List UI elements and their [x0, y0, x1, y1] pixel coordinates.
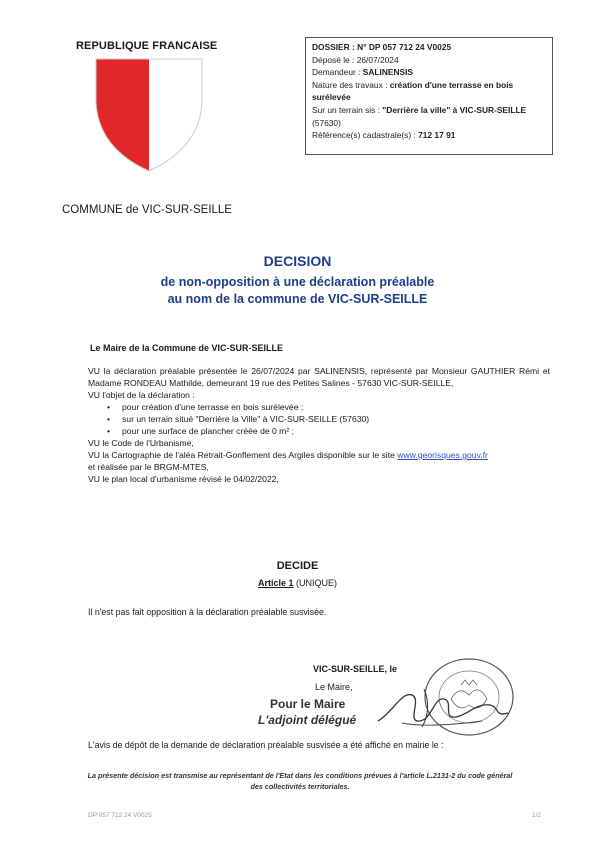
works-nature-cont: surélevée [312, 92, 351, 103]
list-item: • pour création d'une terrasse en bois surélevée ; [122, 401, 550, 413]
transmission-note: La présente décision est transmise au représentant de l'Etat dans les conditions prévues à l'article L.2131-2 du code général des collectivités territoriales. [87, 771, 513, 791]
decision-text: Il n'est pas fait opposition à la déclaration préalable susvisée. [88, 607, 327, 617]
vu-plu: VU le plan local d'urbanisme révisé le 04/02/2022, [88, 474, 279, 484]
stamp-adjoint-delegue: L'adjoint délégué [258, 713, 357, 727]
vu-cartographie-end: et réalisée par le BRGM-MTES, [88, 462, 209, 472]
dossier-number: DOSSIER : N° DP 057 712 24 V0025 [312, 42, 452, 52]
cadastral-reference: Référence(s) cadastrale(s) : 712 17 91 [312, 130, 456, 141]
decision-title: DECISION [263, 253, 332, 269]
site-location-cont: (57630) [312, 117, 341, 128]
deposit-date: Déposé le : 26/07/2024 [312, 54, 399, 65]
signature-role: Le Maire, [315, 682, 353, 692]
objet-list [88, 401, 550, 437]
stamp-pour-le-maire: Pour le Maire [270, 697, 346, 711]
maire-heading: Le Maire de la Commune de VIC-SUR-SEILLE [90, 343, 284, 353]
footer-reference: DP 057 712 24 V0025 [88, 812, 152, 819]
vu-declaration: VU la déclaration préalable présentée le 26/07/2024 par SALINENSIS, représenté par Monsieur GAUTHIER Rémi et Madame RONDEAU Mathilde, demeurant 19 rue des Petites Salines - 57630 VIC-SUR-SEILLE, [88, 366, 550, 388]
republique-francaise-heading: REPUBLIQUE FRANCAISE [76, 40, 218, 52]
dossier-info-box [305, 37, 553, 155]
commune-coat-of-arms [94, 57, 204, 178]
affichage-notice: L'avis de dépôt de la demande de déclaration préalable susvisée a été affiché en mairie le : [88, 740, 444, 750]
vu-objet: VU l'objet de la déclaration : [88, 390, 195, 400]
applicant: Demandeur : SALINENSIS [312, 67, 414, 78]
commune-name: COMMUNE de VIC-SUR-SEILLE [62, 204, 232, 216]
considerations-block [88, 365, 550, 485]
site-location: Sur un terrain sis : "Derrière la ville" à VIC-SUR-SEILLE [312, 104, 527, 115]
decide-heading: DECIDE [276, 560, 319, 572]
works-nature: Nature des travaux : création d'une terrasse en bois [312, 79, 514, 90]
vu-code-urbanisme: VU le Code de l'Urbanisme, [88, 438, 194, 448]
georisques-link[interactable]: www.georisques.gouv.fr [397, 450, 488, 460]
vu-cartographie: VU la Cartographie de l'aléa Retrait-Gonflement des Argiles disponible sur le site www.georisques.gouv.fr [88, 450, 488, 460]
handwritten-signature [372, 683, 522, 738]
signature-place: VIC-SUR-SEILLE, le [313, 664, 398, 674]
decision-subtitle-1: de non-opposition à une déclaration préalable [160, 275, 435, 289]
article-heading: Article 1 (UNIQUE) [257, 578, 338, 588]
page-number: 1/2 [532, 812, 542, 819]
decision-subtitle-2: au nom de la commune de VIC-SUR-SEILLE [167, 292, 428, 306]
list-item: • pour une surface de plancher créée de 0 m² ; [122, 425, 550, 437]
list-item: • sur un terrain situé "Derrière la Ville" à VIC-SUR-SEILLE (57630) [122, 413, 550, 425]
